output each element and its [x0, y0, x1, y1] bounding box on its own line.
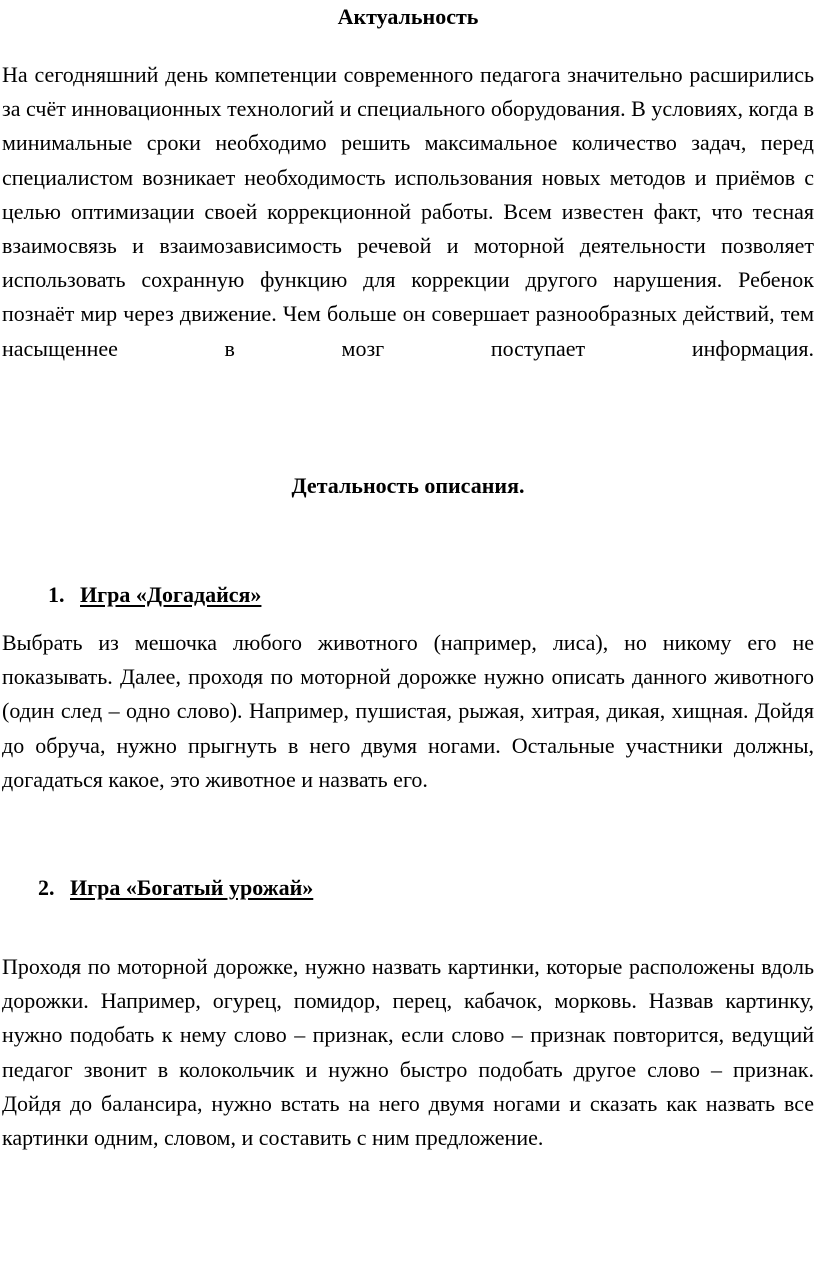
game-1-heading — [48, 580, 261, 610]
game-1-number: 1. — [48, 582, 65, 607]
game-2-description: Проходя по моторной дорожке, нужно назвать картинки, которые расположены вдоль дорожки. Например, огурец, помидор, перец, кабачок, морковь. Назвав картинку, нужно подобать к нему слово – признак, если слово – признак повторится, ведущий педагог звонит в колокольчик и нужно быстро подобать другое слово – признак. Дойдя до балансира, нужно встать на него двумя ногами и сказать как назвать все картинки одним, словом, и составить с ним предложение. — [2, 954, 814, 1151]
game-1-title: Игра «Догадайся» — [80, 582, 262, 607]
game-2-title: Игра «Богатый урожай» — [70, 875, 314, 900]
game-1-description: Выбрать из мешочка любого животного (например, лиса), но никому его не показывать. Далее, проходя по моторной дорожке нужно описать данного животного (один след – одно слово). Например, пушистая, рыжая, хитрая, дикая, хищная. Дойдя до обруча, нужно прыгнуть в него двумя ногами. Остальные участники должны, догадаться какое, это животное и назвать его. — [2, 630, 814, 792]
game-2-number: 2. — [38, 875, 55, 900]
section-title: Детальность описания. — [291, 473, 525, 498]
intro-paragraph: На сегодняшний день компетенции современного педагога значительно расширились за счёт инновационных технологий и специального оборудования. В условиях, когда в минимальные сроки необходимо решить максимальное количество задач, перед специалистом возникает необходимость использования новых методов и приёмов с целью оптимизации своей коррекционной работы. Всем известен факт, что тесная взаимосвязь и взаимозависимость речевой и моторной деятельности позволяет использовать сохранную функцию для коррекции другого нарушения. Ребенок познаёт мир через движение. Чем больше он совершает разнообразных действий, тем насыщеннее в мозг поступает информация. — [2, 62, 814, 361]
heading-relevance: Актуальность — [337, 4, 479, 29]
game-2-heading — [38, 873, 313, 903]
